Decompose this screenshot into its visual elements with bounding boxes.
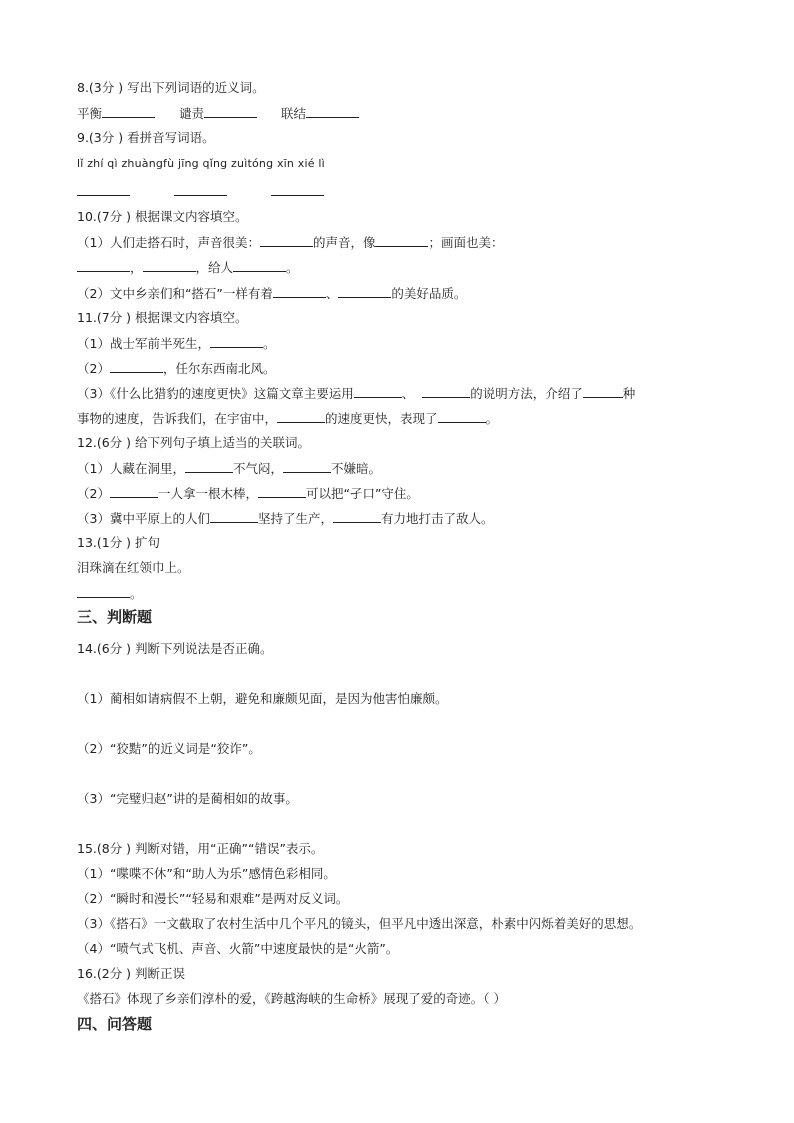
section-title-qa: 四、问答题 [77,1015,153,1033]
answer-blank[interactable] [375,233,428,247]
q11-heading: 11.(7分 ) 根据课文内容填空。 [77,310,248,325]
answer-blank[interactable] [77,584,130,598]
q8-word-2: 谴责 [178,106,204,121]
answer-blank[interactable] [333,509,381,523]
text: 。 [286,260,299,275]
q8-word-3: 联结 [280,106,306,121]
text: （2） [77,486,110,501]
q11-line-2 [77,359,275,378]
text: （1）战士军前半死生， [77,336,210,351]
answer-blank[interactable] [273,284,326,298]
answer-blank[interactable] [338,284,391,298]
text: （1）人藏在洞里， [77,461,185,476]
text: （2） [77,361,110,376]
text: 事物的速度，告诉我们，在宇宙中， [77,411,278,426]
answer-blank[interactable] [583,384,623,398]
text: ，给人 [195,260,234,275]
answer-blank[interactable] [204,104,257,118]
text: 的速度更快，表现了 [325,411,438,426]
text: 不气闷， [232,461,283,476]
answer-blank[interactable] [110,484,158,498]
text: （3）《什么比猎豹的速度更快》这篇文章主要运用 [77,386,354,401]
text: 的说明方法，介绍了 [470,386,583,401]
q13-answer [77,584,143,603]
text: 。 [262,336,276,351]
answer-blank[interactable] [77,182,130,196]
q13-heading: 13.(1分 ) 扩句 [77,535,161,550]
q10-heading: 10.(7分 ) 根据课文内容填空。 [77,209,248,224]
q9-heading: 9.(3分 ) 看拼音写词语。 [77,130,215,145]
text: 种 [622,386,636,401]
q8-word-1: 平衡 [77,106,103,121]
text: 、 [401,386,415,401]
q9-blanks [77,182,324,201]
text: 不嫌暗。 [330,461,381,476]
q14-statement-3: （3）“完璧归赵”讲的是蔺相如的故事。 [77,791,298,806]
answer-blank[interactable] [174,182,227,196]
text: 一人拿一根木棒， [157,486,258,501]
text: ， [130,260,143,275]
q15-statement-4: （4）“喷气式飞机、声音、火箭”中速度最快的是“火箭”。 [77,941,399,956]
q10-line-3 [77,284,466,303]
section-title-judgement: 三、判断题 [77,608,153,626]
q11-line-1 [77,334,275,353]
q8-heading: 8.(3分 ) 写出下列词语的近义词。 [77,80,265,95]
q11-line-4 [77,409,498,428]
text: （3）冀中平原上的人们 [77,511,210,526]
q13-sentence: 泪珠滴在红领巾上。 [77,560,190,575]
text: 有力地打击了敌人。 [380,511,494,526]
text: 的美好品质。 [391,286,467,301]
q15-statement-1: （1）“喋喋不休”和“助人为乐”感情色彩相同。 [77,866,336,881]
answer-blank[interactable] [283,459,331,473]
q15-statement-2: （2）“瞬时和漫长”“轻易和艰难”是两对反义词。 [77,891,349,906]
text: ；画面也美： [428,235,504,250]
q14-statement-2: （2）“狡黠”的近义词是“狡诈”。 [77,741,261,756]
q11-line-3 [77,384,635,403]
q12-heading: 12.(6分 ) 给下列句子填上适当的关联词。 [77,435,311,450]
answer-blank[interactable] [277,409,325,423]
q12-line-2 [77,484,419,503]
text: ，任尔东西南北风。 [162,361,276,376]
answer-blank[interactable] [258,484,306,498]
answer-blank[interactable] [110,359,163,373]
answer-blank[interactable] [77,258,130,272]
text: 。 [485,411,499,426]
answer-blank[interactable] [143,258,196,272]
q14-heading: 14.(6分 ) 判断下列说法是否正确。 [77,641,273,656]
q15-statement-3: （3）《搭石》一文截取了农村生活中几个平凡的镜头，但平凡中透出深意，朴素中闪烁着美好的思想。 [77,916,642,931]
answer-blank[interactable] [260,233,313,247]
answer-blank[interactable] [210,509,258,523]
q14-statement-1: （1）蔺相如请病假不上朝，避免和廉颇见面，是因为他害怕廉颇。 [77,691,448,706]
answer-blank[interactable] [233,258,286,272]
answer-blank[interactable] [185,459,233,473]
answer-blank[interactable] [306,104,359,118]
answer-blank[interactable] [422,384,470,398]
answer-blank[interactable] [438,409,486,423]
text: （2）文中乡亲们和“搭石”一样有着 [77,286,273,301]
text: 可以把“孑口”守住。 [305,486,419,501]
text: 。 [130,586,143,601]
q15-heading: 15.(8分 ) 判断对错，用“正确”“错误”表示。 [77,841,324,856]
answer-blank[interactable] [210,334,263,348]
text: 的声音，像 [312,235,376,250]
q12-line-3 [77,509,494,528]
q16-heading: 16.(2分 ) 判断正误 [77,966,186,981]
text: 、 [325,286,339,301]
q16-statement-1: 《搭石》体现了乡亲们淳朴的爱，《跨越海峡的生命桥》展现了爱的奇迹。（ ） [77,991,506,1006]
q8-items [77,104,359,123]
q9-pinyin: lǐ zhí qì zhuàngfù jīng qǐng zuìtóng xīn xié lì [77,157,325,170]
text: （1）人们走搭石时，声音很美： [77,235,260,250]
answer-blank[interactable] [102,104,155,118]
answer-blank[interactable] [271,182,324,196]
q12-line-1 [77,459,381,478]
q10-line-1 [77,233,504,252]
answer-blank[interactable] [354,384,402,398]
q10-line-2 [77,258,299,277]
text: 坚持了生产， [257,511,333,526]
